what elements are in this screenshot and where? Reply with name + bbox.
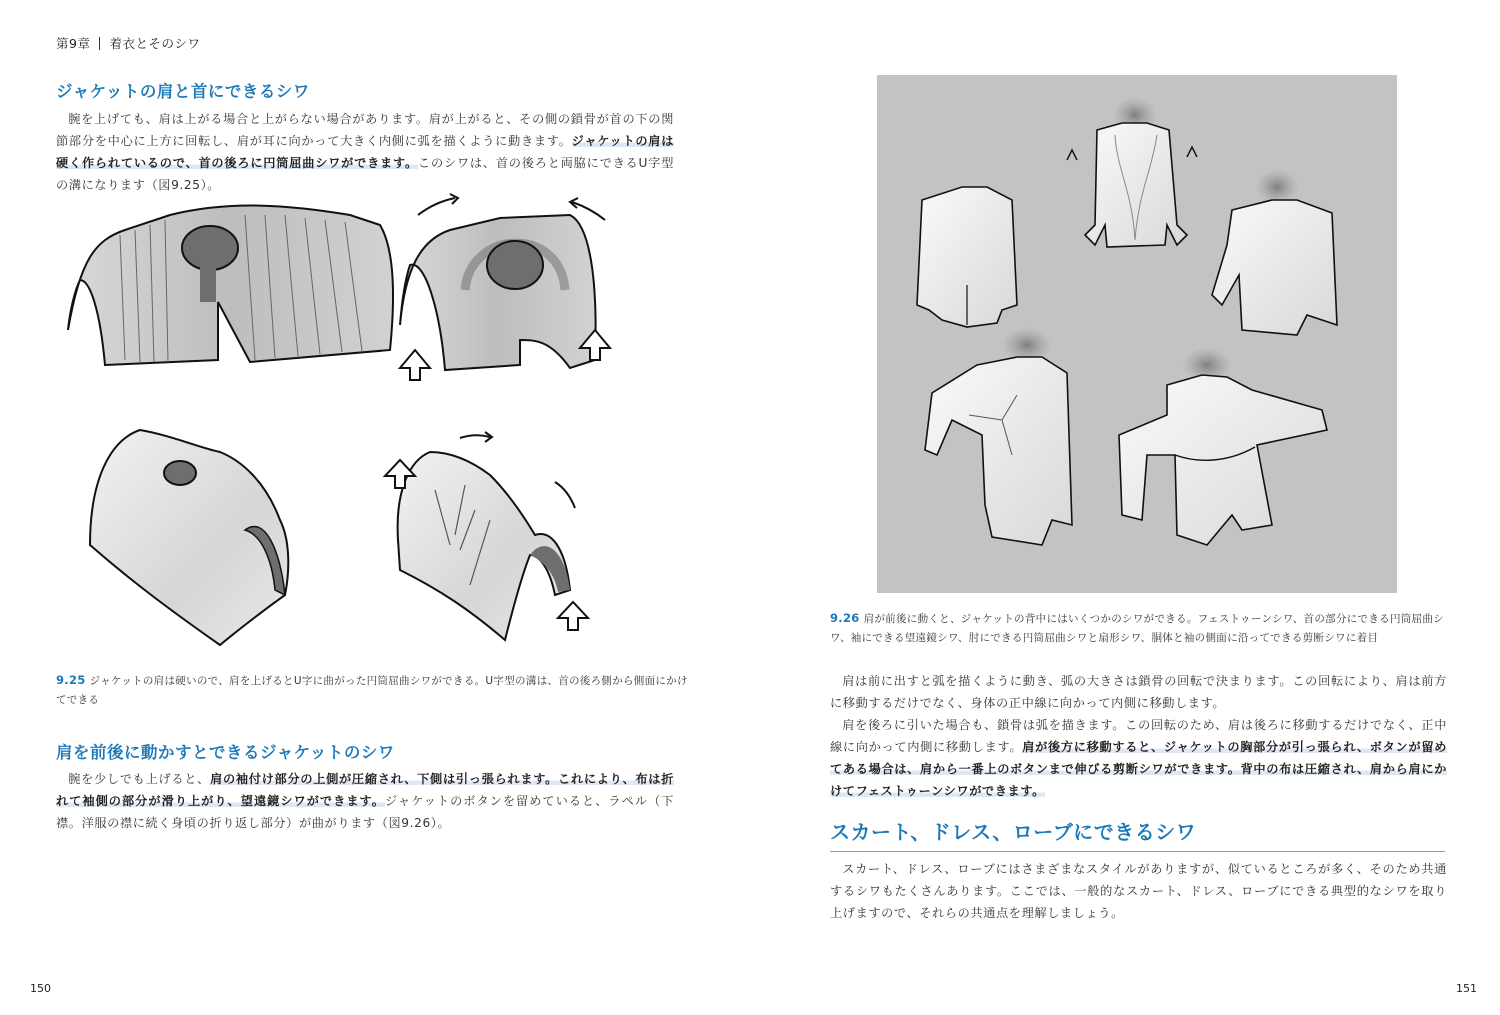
figure-9-25-caption: [56, 671, 696, 710]
jacket-back-arm-forward: [1212, 169, 1337, 335]
section2-paragraph: [56, 768, 674, 834]
figure-number: 9.26: [830, 611, 860, 625]
chapter-number: 第9章: [56, 36, 91, 51]
paragraph-shoulder-back: [830, 714, 1447, 802]
section1-paragraph: [56, 108, 674, 196]
striped-yoke-flat-drawing: [68, 206, 393, 365]
jacket-back-arm-bent: [925, 327, 1072, 545]
body-text: 腕を少しでも上げると、: [68, 772, 211, 786]
figure-9-26-caption: [830, 609, 1460, 648]
smooth-yoke-twisted-drawing: [385, 432, 588, 640]
section-heading-shoulder-movement: 肩を前後に動かすとできるジャケットのシワ: [56, 743, 395, 762]
section3-paragraph: [830, 858, 1447, 924]
figure-9-26-panel: [877, 75, 1397, 593]
figure-9-26-illustration: [877, 75, 1397, 593]
shoulder-arc-paragraphs: [830, 670, 1447, 802]
page-number: 150: [30, 982, 51, 995]
highlighted-text: ジャケットの肩は硬く作られているので、首の後ろに円筒屈曲シワができます。: [56, 134, 674, 170]
figure-number: 9.25: [56, 673, 86, 687]
figure-9-25-illustration: [50, 190, 670, 650]
body-text: ジャケットのボタンを留めていると、ラペル（下襟。洋服の襟に続く身頃の折り返し部分）が曲がります（図9.26）。: [56, 794, 674, 830]
caption-text: ジャケットの肩は硬いので、肩を上げるとU字に曲がった円筒屈曲シワができる。U字型の溝は、首の後ろ側から側面にかけてできる: [56, 675, 688, 706]
page-number: 151: [1456, 982, 1477, 995]
section-heading-jacket-shoulder-neck: ジャケットの肩と首にできるシワ: [56, 82, 310, 101]
paragraph-shoulder-forward: 肩は前に出すと弧を描くように動き、弧の大きさは鎖骨の回転で決まります。この回転により、肩は前方に移動するだけでなく、身体の正中線に向かって内側に移動します。: [830, 674, 1447, 710]
running-head-divider: [99, 37, 100, 50]
jacket-back-shoulders-raised: [1067, 97, 1197, 247]
striped-yoke-raised-drawing: [400, 194, 610, 380]
highlighted-text: 肩が後方に移動すると、ジャケットの胸部分が引っ張られ、ボタンが留めてある場合は、肩から一番上のボタンまで伸びる剪断シワができます。背中の布は圧縮され、肩から肩にかけてフェストゥーンシワができます。: [830, 740, 1447, 798]
body-text: 腕を上げても、肩は上がる場合と上がらない場合があります。肩が上がると、その側の鎖骨が首の下の関節部分を中心に上方に回転し、肩が耳に向かって大きく内側に弧を描くように動きます。: [56, 112, 674, 148]
running-head: [56, 34, 200, 52]
chapter-title: 着衣とそのシワ: [109, 36, 201, 51]
caption-text: 肩が前後に動くと、ジャケットの背中にはいくつかのシワができる。フェストゥーンシワ、首の部分にできる円筒屈曲シワ、袖にできる望遠鏡シワ、肘にできる円筒屈曲シワと扇形シワ、胴体と袖の側面に沿ってできる剪断シワに着目: [830, 613, 1444, 644]
jacket-back-arms-spread: [1119, 347, 1327, 545]
right-page: [750, 0, 1500, 1015]
body-text: このシワは、首の後ろと両脇にできるU字型の溝になります（図9.25）。: [56, 156, 674, 192]
body-text: 肩を後ろに引いた場合も、鎖骨は弧を描きます。この回転のため、肩は後ろに移動するだけでなく、正中線に向かって内側に移動します。: [830, 718, 1447, 754]
jacket-back-neutral: [917, 187, 1017, 327]
highlighted-text: 肩の袖付け部分の上側が圧縮され、下側は引っ張られます。これにより、布は折れて袖側の部分が滑り上がり、望遠鏡シワができます。: [56, 772, 674, 808]
smooth-yoke-flat-drawing: [90, 430, 288, 645]
body-text: スカート、ドレス、ローブにはさまざまなスタイルがありますが、似ているところが多く、そのため共通するシワもたくさんあります。ここでは、一般的なスカート、ドレス、ローブにできる典型的なシワを取り上げますので、それらの共通点を理解しましょう。: [830, 862, 1447, 920]
section-heading-skirt-dress-robe: スカート、ドレス、ローブにできるシワ: [830, 816, 1445, 852]
